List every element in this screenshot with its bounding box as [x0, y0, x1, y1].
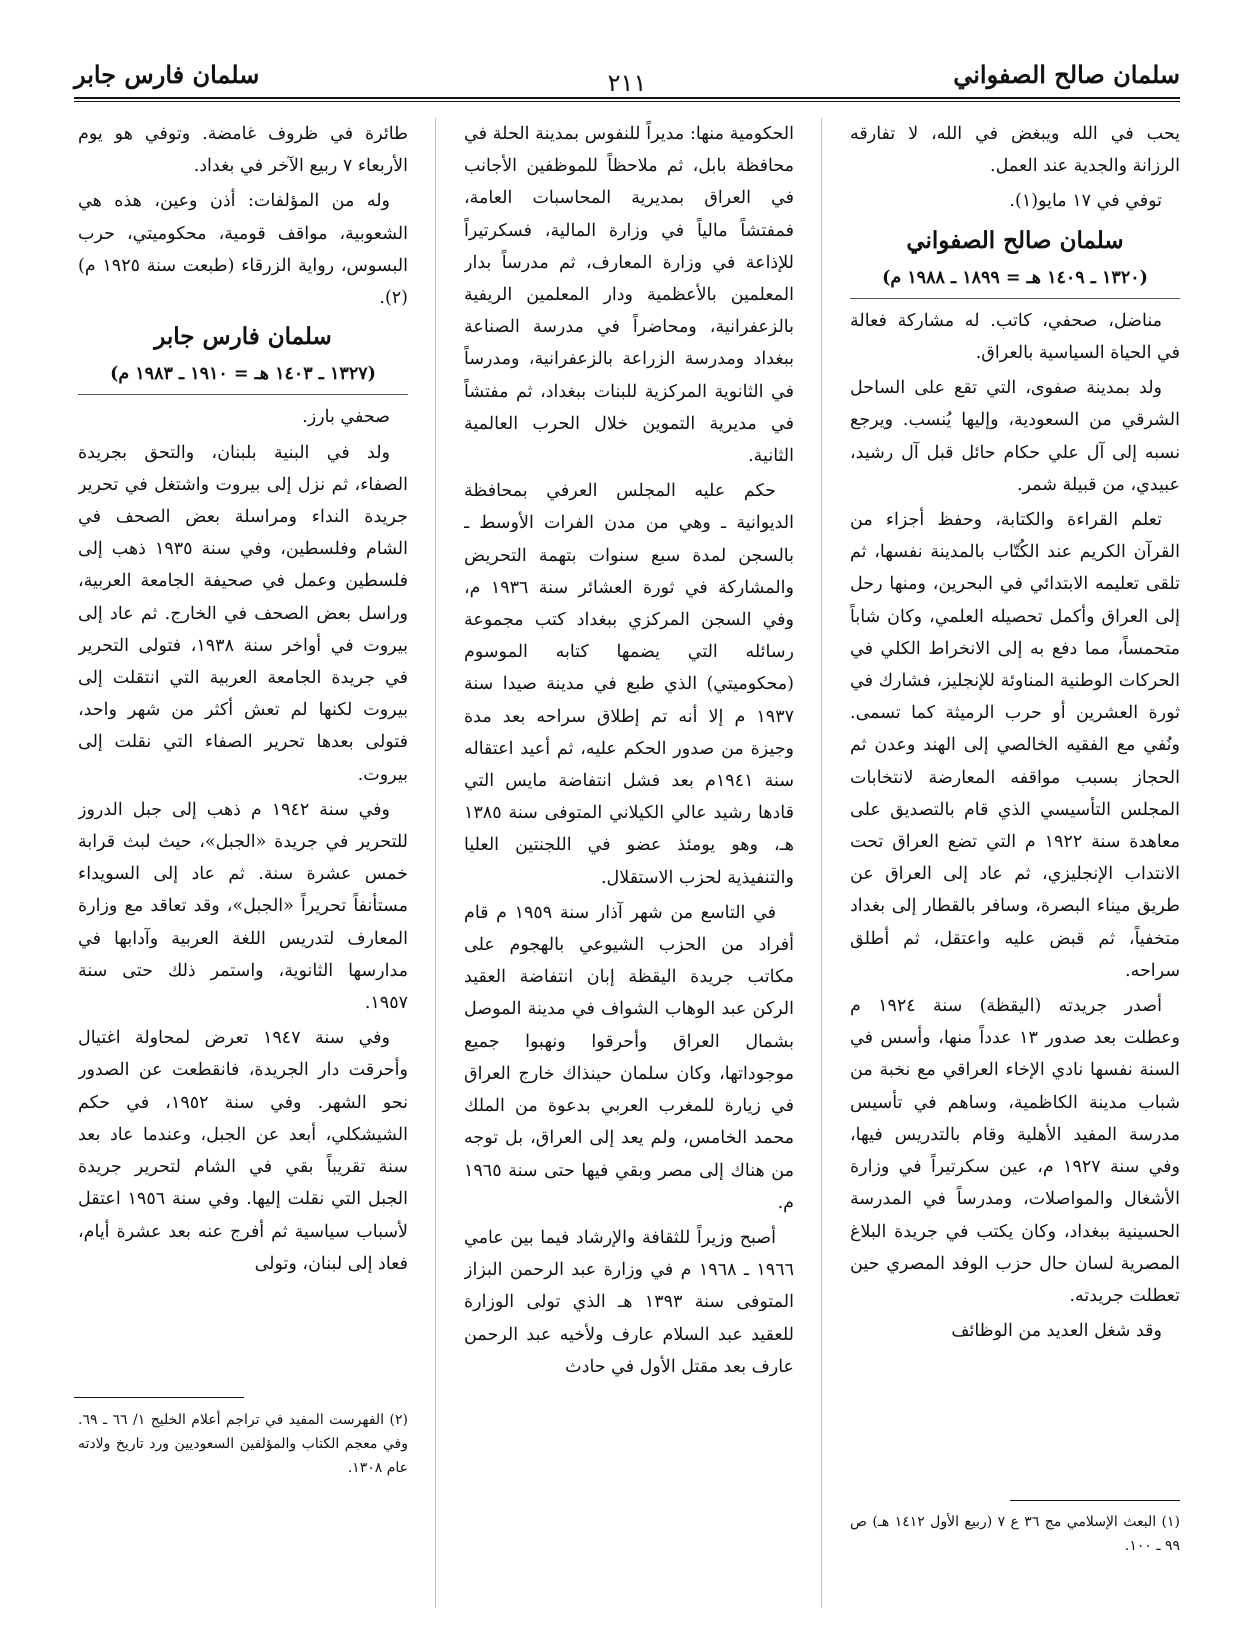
running-header-right: سلمان صالح الصفواني [953, 60, 1180, 89]
running-header-left: سلمان فارس جابر [74, 60, 260, 89]
header-rule [74, 97, 1180, 99]
footnote: (١) البعث الإسلامي مج ٣٦ ع ٧ (ربيع الأول ١٤١٢ هـ) ص ٩٩ ـ ١٠٠. [850, 1514, 1180, 1554]
column-gutter [821, 118, 822, 1608]
paragraph: ولد بمدينة صفوى، التي تقع على الساحل الشرقي من السعودية، وإليها يُنسب. ويرجع نسبه إلى آل علي حكام حائل قبل آل رشيد، عبيدي، من قبيلة شمر. [850, 378, 1180, 495]
paragraph: يحب في الله ويبغض في الله، لا تفارقه الرزانة والجدية عند العمل. [850, 124, 1180, 177]
paragraph: ولد في البنية بلبنان، والتحق بجريدة الصفاء، ثم نزل إلى بيروت واشتغل في تحرير جريدة النداء ومراسلة بعض الصحف في الشام وفلسطين، وفي سنة ١٩٣٥ ذهب إلى فلسطين وعمل في صحيفة الجامعة العربية، وراسل بعض الصحف في الخارج. ثم عاد إلى بيروت في أواخر سنة ١٩٣٨، فتولى التحرير في جريدة الجامعة العربية التي انتقلت إلى بيروت لكنها لم تعش أكثر من شهر واحد، فتولى بعدها تحرير الصفاء التي نقلت إلى بيروت. [78, 442, 408, 785]
entry-separator [78, 394, 408, 395]
paragraph: صحفي بارز. [302, 407, 390, 428]
footnote-rule [1010, 1500, 1180, 1501]
entry-separator [850, 298, 1180, 299]
column-left [78, 118, 408, 1485]
paragraph: في التاسع من شهر آذار سنة ١٩٥٩ م قام أفراد من الحزب الشيوعي بالهجوم على مكاتب جريدة اليقظة إبان انتفاضة العقيد الركن عبد الوهاب الشواف في مدينة الموصل بشمال العراق وأحرقوا ونهبوا جميع موجوداتها، وكان سلمان حينذاك خارج العراق في زيارة للمغرب العربي بدعوة من الملك محمد الخامس، ولم يعد إلى العراق، بل توجه من هناك إلى مصر وبقي فيها حتى سنة ١٩٦٥ م. [464, 902, 794, 1213]
paragraph: أصدر جريدته (اليقظة) سنة ١٩٢٤ م وعطلت بعد صدور ١٣ عدداً منها، وأسس في السنة نفسها نادي الإخاء العراقي مع نخبة من شباب مدينة الكاظمية، وساهم في تأسيس مدرسة المفيد الأهلية وقام بالتدريس فيها، وفي سنة ١٩٢٧ م، عين سكرتيراً في وزارة الأشغال والمواصلات، ومدرساً في المدرسة الحسينية ببغداد، وكان يكتب في جريدة البلاغ المصرية لسان حال حزب الوفد المصري حين تعطلت جريدته. [850, 996, 1180, 1306]
paragraph: مناضل، صحفي، كاتب. له مشاركة فعالة في الحياة السياسية بالعراق. [850, 310, 1180, 364]
paragraph: الحكومية منها: مديراً للنفوس بمدينة الحلة في محافظة بابل، ثم ملاحظاً للموظفين الأجانب في العراق بمديرية المحاسبات العامة، فمفتشاً مالياً في وزارة المالية، فسكرتيراً للإذاعة في وزارة المعارف، ثم مدرساً بدار المعلمين بالأعظمية ودار المعلمين الريفية بالزعفرانية، ومحاضراً في مدرسة الصناعة ببغداد ومدرسة الزراعة بالزعفرانية، ومدرساً في الثانوية المركزية للبنات ببغداد، ثم مفتشاً في مديرية التموين خلال الحرب العالمية الثانية. [464, 124, 794, 467]
paragraph: وفي سنة ١٩٤٢ م ذهب إلى جبل الدروز للتحرير في جريدة «الجبل»، حيث لبث قرابة خمس عشرة سنة. ثم عاد إلى السويداء مستأنفاً تحريراً «الجبل»، وقد تعاقد مع وزارة المعارف لتدريس اللغة العربية وآدابها في مدارسها الثانوية، واستمر ذلك حتى سنة ١٩٥٧. [78, 799, 408, 1014]
header-rule-thin [74, 101, 1180, 102]
footnote: (٢) الفهرست المفيد في تراجم أعلام الخليج ١/ ٦٦ ـ ٦٩. وفي معجم الكتاب والمؤلفين السعوديين ورد تاريخ ولادته عام ١٣٠٨. [78, 1412, 408, 1476]
paragraph: وقد شغل العديد من الوظائف [951, 1321, 1162, 1342]
footnote-rule [74, 1397, 244, 1398]
entry-title: سلمان فارس جابر [154, 323, 332, 351]
entry-dates: (١٣٢٠ ـ ١٤٠٩ هـ = ١٨٩٩ ـ ١٩٨٨ م) [882, 267, 1148, 288]
paragraph: تعلم القراءة والكتابة، وحفظ أجزاء من القرآن الكريم عند الكُتّاب بالمدينة نفسها، ثم تلقى تعليمه الابتدائي في البحرين، ومنها رحل إلى العراق وأكمل تحصيله العلمي، وكان شاباً متحمساً، مما دفع به إلى الانخراط الكلي في الحركات الوطنية المناوئة للإنجليز، فشارك في ثورة العشرين أو حرب الرميثة كما تسمى. ونُفي مع الفقيه الخالصي إلى الهند وعدن ثم الحجاز بسبب مواقفه المعارضة لانتخابات المجلس التأسيسي الذي قام بالتصديق على معاهدة سنة ١٩٢٢ م التي تضع العراق تحت الانتداب الإنجليزي، ثم عاد إلى العراق عن طريق ميناء البصرة، وسافر بالقطار إلى بغداد متخفياً، ثم قبض عليه واعتقل، ثم أطلق سراحه. [850, 510, 1180, 981]
paragraph: أصبح وزيراً للثقافة والإرشاد فيما بين عامي ١٩٦٦ ـ ١٩٦٨ م في وزارة عبد الرحمن البزاز المتوفى سنة ١٣٩٣ هـ الذي تولى الوزارة للعقيد عبد السلام عارف ولأخيه عبد الرحمن عارف بعد مقتل الأول في حادث [464, 1227, 794, 1377]
paragraph: وفي سنة ١٩٤٧ تعرض لمحاولة اغتيال وأحرقت دار الجريدة، فانقطعت عن الصدور نحو الشهر. وفي سنة ١٩٥٢، في حكم الشيشكلي، أبعد عن الجبل، وعندما عاد بعد سنة تقريباً بقي في الشام لتحرير جريدة الجبل التي نقلت إليها. وفي سنة ١٩٥٦ اعتقل لأسباب سياسية ثم أفرج عنه بعد عشرة أيام، فعاد إلى لبنان، وتولى [78, 1028, 408, 1274]
entry-dates: (١٣٢٧ ـ ١٤٠٣ هـ = ١٩١٠ ـ ١٩٨٣ م) [110, 364, 376, 385]
paragraph: توفي في ١٧ مايو(١). [1009, 191, 1162, 212]
entry-title: سلمان صالح الصفواني [906, 226, 1124, 254]
paragraph: وله من المؤلفات: أذن وعين، هذه هي الشعوبية، مواقف قومية، محكوميتي، حرب البسوس، رواية الزرقاء (طبعت سنة ١٩٢٥ م)(٢). [78, 191, 408, 309]
page-number: ٢١١ [607, 69, 647, 97]
column-middle [464, 118, 794, 1618]
paragraph: طائرة في ظروف غامضة. وتوفي هو يوم الأربعاء ٧ ربيع الآخر في بغداد. [78, 124, 408, 177]
column-right [850, 118, 1180, 1496]
paragraph: حكم عليه المجلس العرفي بمحافظة الديوانية ـ وهي من مدن الفرات الأوسط ـ بالسجن لمدة سبع سنوات بتهمة التحريض والمشاركة في ثورة العشائر سنة ١٩٣٦ م، وفي السجن المركزي ببغداد كتب مجموعة رسائله التي يضمها كتابه الموسوم (محكوميتي) الذي طبع في مدينة صيدا سنة ١٩٣٧ م إلا أنه تم إطلاق سراحه بعد مدة وجيزة من صدور الحكم عليه، ثم أعيد اعتقاله سنة ١٩٤١م بعد فشل انتفاضة مايس التي قادها رشيد عالي الكيلاني المتوفى سنة ١٣٨٥ هـ، وهو يومئذ عضو في اللجنتين العليا والتنفيذية لحزب الاستقلال. [464, 481, 794, 888]
column-gutter [435, 118, 436, 1608]
